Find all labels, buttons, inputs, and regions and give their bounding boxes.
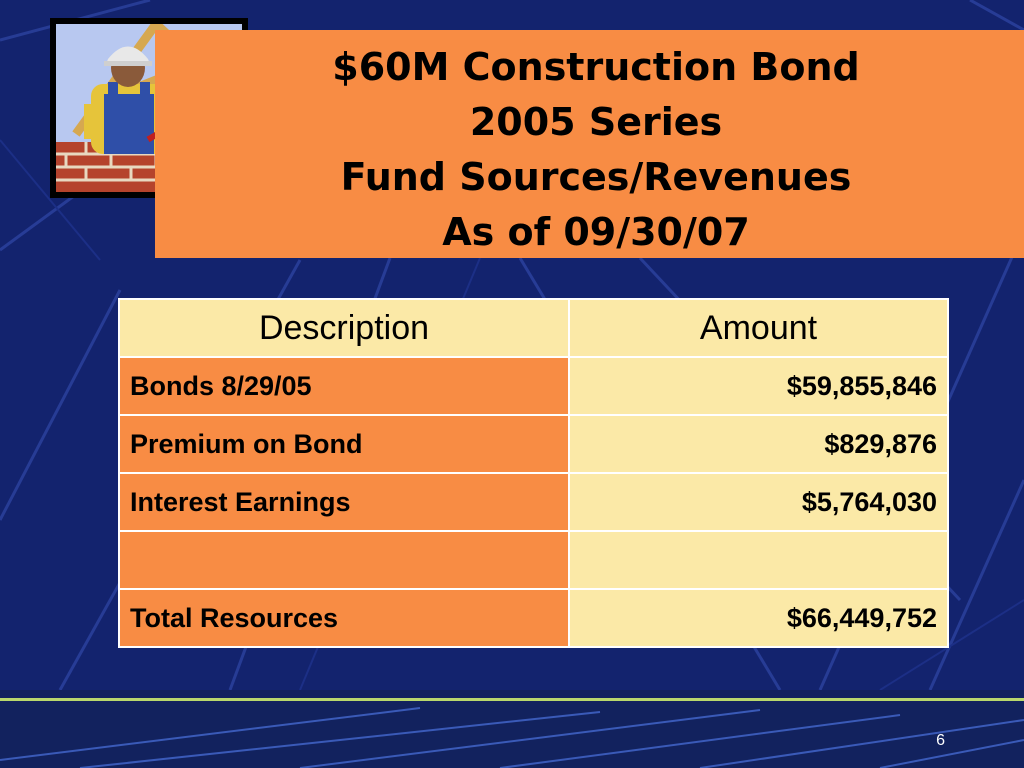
total-description: Total Resources	[119, 589, 569, 647]
fund-sources-table	[118, 298, 949, 648]
table-header-row	[119, 299, 948, 357]
title-line-3: Fund Sources/Revenues	[340, 155, 852, 199]
title-line-1: $60M Construction Bond	[332, 45, 860, 89]
table-row	[119, 415, 948, 473]
table-row-empty	[119, 531, 948, 589]
title-line-4: As of 09/30/07	[442, 210, 750, 254]
footer-pattern	[0, 690, 1024, 768]
table-row	[119, 473, 948, 531]
row-description: Premium on Bond	[119, 415, 569, 473]
footer-accent-line	[0, 698, 1024, 701]
row-description	[119, 531, 569, 589]
row-description: Bonds 8/29/05	[119, 357, 569, 415]
row-amount: $59,855,846	[569, 357, 948, 415]
table-row-total	[119, 589, 948, 647]
title-line-2: 2005 Series	[469, 100, 723, 144]
column-header-description: Description	[119, 299, 569, 357]
row-amount: $829,876	[569, 415, 948, 473]
row-amount: $5,764,030	[569, 473, 948, 531]
row-amount	[569, 531, 948, 589]
row-description: Interest Earnings	[119, 473, 569, 531]
slide-number: 6	[936, 732, 945, 749]
table-row	[119, 357, 948, 415]
total-amount: $66,449,752	[569, 589, 948, 647]
column-header-amount: Amount	[569, 299, 948, 357]
slide-title	[248, 40, 944, 260]
